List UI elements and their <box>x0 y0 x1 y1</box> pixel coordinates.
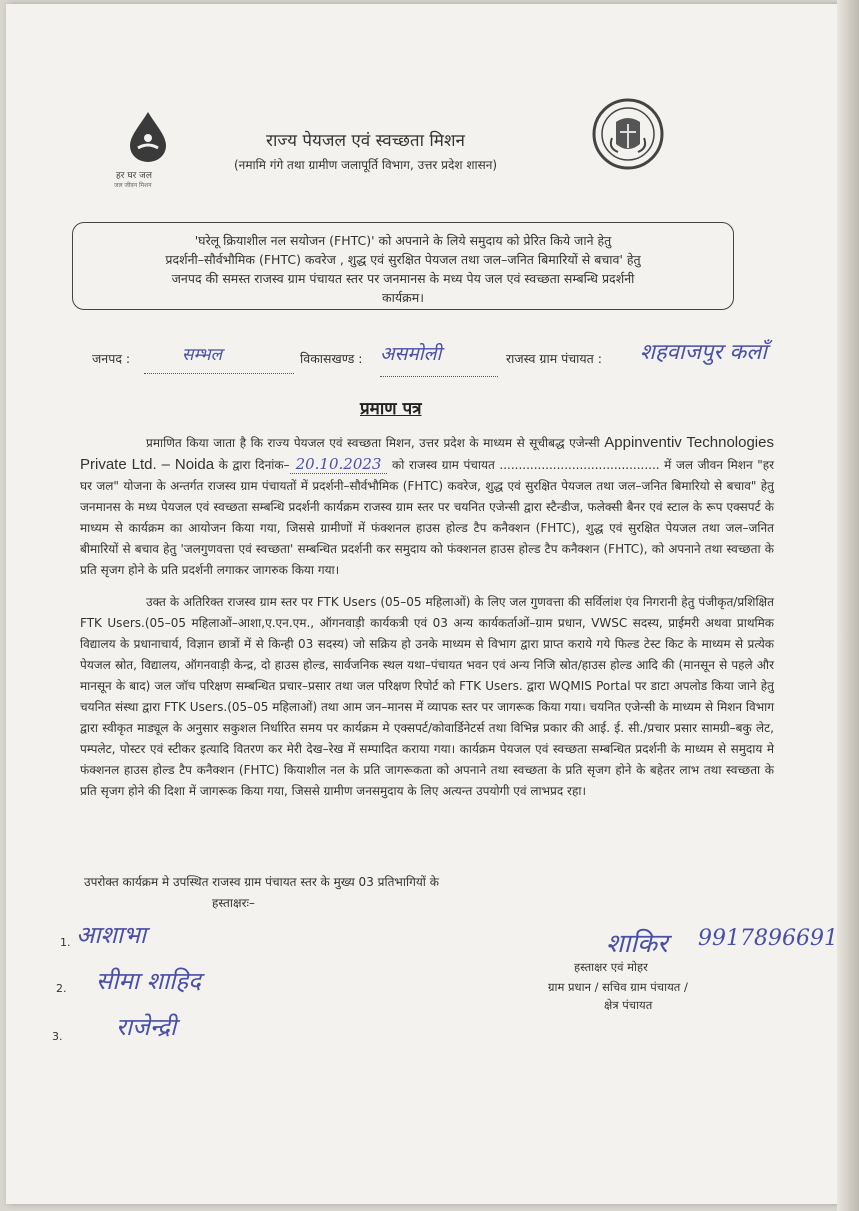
header-subtitle: (नमामि गंगे तथा ग्रामीण जलापूर्ति विभाग, उत्तर प्रदेश शासन) <box>234 158 498 172</box>
paragraph-3 <box>84 872 778 914</box>
certificate-title: प्रमाण पत्र <box>360 399 422 419</box>
signatory-2-signature: सीमा शाहिद <box>96 967 201 995</box>
vikas-value: असमोली <box>380 343 442 365</box>
paragraph-2: उक्त के अतिरिक्त राजस्व ग्राम स्तर पर FTK Users (05–05 महिलाओं) के लिए जल गुणवत्ता की सर्विलांश एंव निगरानी हेतु पंजीकृत/प्रशिक्षित FTK Users.(05–05 महिलाओं–आशा,ए.एन.एम., ऑगनवाड़ी कार्यकत्री एवं 03 अन्य कार्यकर्ताओं–ग्राम प्रधान, VWSC सदस्य, प्राईमरी अथवा प्राथमिक विद्यालय के प्रधानाचार्य, विज्ञान छात्रों में से किन्ही 03 सदस्य) जो सक्रिय हो उनके माध्यम से विभाग द्वारा प्राप्त कराये गये फिल्ड टेस्ट किट के माध्यम से प्रत्येक पेयजल स्रोत, विद्यालय, ऑगनवाड़ी केन्द्र, दो हाउस होल्ड, सार्वजनिक स्थल यथा–पंचायत भवन एवं अन्य निजि स्रोत/हाउस होल्ड आदि की (मानसून से पहले और मानसून के बाद) जल जॉच परिक्षण सम्बन्धित प्रचार–प्रसार तथा जल परिक्षण रिपोर्ट को FTK Users. द्वारा WQMIS Portal पर डाटा अपलोड किया जाने हेतु चयनित संस्था द्वारा FTK Users.(05–05 महिलाओं) तथा आम जन–मानस में व्यापक स्तर पर जागरूक किया गया। चयनित एजेन्सी के माध्यम से मिशन विभाग द्वारा स्वीकृत माड्यूल के अनुसार सकुशल निर्धारित समय पर कार्यक्रम मे एक्सपर्ट/कोवार्डिनेटर्स तथा विभिन्न प्रकार की आई. ई. सी./प्रचार प्रसार सामग्री–बकु लेट, पम्पलेट, पोस्टर एवं स्टीकर इत्यादि वितरण कर मेरी देख–रेख में सम्पादित कराया गया। कार्यक्रम पेयजल एवं स्वच्छता सम्बन्धित प्रदर्शनी के माध्यम से समुदाय मे फंक्शनल हाउस होल्ड टैप कनैक्शन (FHTC) कियाशील नल के प्रति जागरूकता को अपनाने तथा स्वच्छता के प्रति सृजग होने के बहेतर लाभ तथा स्वच्छता के प्रति सृजग होने की दिशा में जागरूक किया गया, जिससे ग्रामीण जनसमुदाय के लिए अत्यन्त उपयोगी एवं लाभप्रद रहा। <box>80 595 774 798</box>
logo-left-text-1: हर घर जल <box>116 171 152 181</box>
box-line-2: प्रदर्शनी–सौर्वभौमिक (FHTC) कवरेज , शुद्ध एवं सुरक्षित पेयजल तथा जल–जनित बिमारियों से बचाव' हेतु <box>165 252 641 267</box>
program-description-box <box>72 222 734 310</box>
signatory-3-number: 3. <box>52 1030 63 1043</box>
para1-body: को राजस्व ग्राम पंचायत .......................................... में जल जीवन मिशन "हर घर जल" योजना के अन्तर्गत राजस्व ग्राम पंचायतों में प्रदर्शनी–सौर्वभौमिक (FHTC) कवरेज, शुद्ध एवं सुरक्षित पेयजल तथा जल–जनित बिमारियो से बचाव" हेतु जनमानस के मध्य पेयजल एवं स्वच्छता सम्बन्धि प्रदर्शनी कार्यक्रम राजस्व ग्राम स्तर पर चयनित एजेन्सी द्वारा स्टैन्डीज, फलेक्सी बैनर एवं स्टाल के रूप एक्सपर्ट के माध्यम से कार्यक्रम का आयोजन किया गया, जिससे ग्रामीणों में फंक्शनल हाउस होल्ड टैप कनैक्शन (FHTC), शुद्ध एवं सुरक्षित पेयजल तथा जल–जनित बीमारियों से बचाव हेतु 'जलगुणवत्ता एवं स्वच्छता' सम्बन्धित प्रदर्शनी कर समुदाय को फंक्शनल हाउस होल्ड टैप कनैक्शन (FHTC), को अपनाने तथा स्वच्छता के प्रति सृजग होने के प्रति प्रदर्शनी लगाकर जागरुक किया गया। <box>80 458 775 577</box>
box-line-3: जनपद की समस्त राजस्व ग्राम पंचायत स्तर पर जनमानस के मध्य पेय जल एवं स्वच्छता सम्बन्धि प्रदर्शनी <box>171 271 635 286</box>
logo-left-text-2: जल जीवन मिशन <box>114 182 152 189</box>
signatory-role-line-2: क्षेत्र पंचायत <box>604 998 653 1012</box>
box-line-4: कार्यक्रम। <box>382 290 424 305</box>
janpad-value: सम्भल <box>182 345 223 365</box>
para3-line-2: हस्ताक्षरः– <box>212 896 255 910</box>
signatory-role-line-1: ग्राम प्रधान / सचिव ग्राम पंचायत / <box>548 980 688 994</box>
signatory-1-number: 1. <box>60 936 71 949</box>
para3-line-1: उपरोक्त कार्यक्रम मे उपस्थित राजस्व ग्राम पंचायत स्तर के मुख्य 03 प्रतिभागियों के <box>84 875 439 889</box>
agency-name: Appinventiv Technologies Private Ltd. – Noida <box>80 434 774 473</box>
pradhan-phone: 9917896691 <box>698 926 838 951</box>
signature-seal-label: हस्ताक्षर एवं मोहर <box>574 960 648 974</box>
gram-label: राजस्व ग्राम पंचायत : <box>506 351 602 366</box>
janpad-field <box>144 345 294 374</box>
vikas-field <box>380 343 498 377</box>
signatory-3-signature: राजेन्द्री <box>116 1013 177 1041</box>
header-title: राज्य पेयजल एवं स्वच्छता मिशन <box>266 131 465 151</box>
gram-field <box>640 340 790 380</box>
janpad-label: जनपद : <box>92 351 131 366</box>
signatory-1-signature: आशाभा <box>76 921 147 949</box>
para1-date-label: के द्वारा दिनांक– <box>214 458 290 472</box>
paragraph-1 <box>80 432 774 581</box>
page-edge <box>837 0 859 1211</box>
har-ghar-jal-logo <box>108 108 186 188</box>
pradhan-signature: शाकिर <box>606 929 668 959</box>
program-date: 20.10.2023 <box>290 455 388 474</box>
gram-value: शहवाजपुर कलाँ <box>640 340 767 365</box>
box-line-1: 'घरेलू क्रियाशील नल सयोजन (FHTC)' को अपनाने के लिये समुदाय को प्रेरित किये जाने हेतु <box>194 233 612 248</box>
up-government-emblem <box>588 92 668 182</box>
water-drop-icon <box>108 108 186 164</box>
vikas-label: विकासखण्ड : <box>300 351 363 366</box>
signatory-2-number: 2. <box>56 982 67 995</box>
para1-intro: प्रमाणित किया जाता है कि राज्य पेयजल एवं स्वच्छता मिशन, उत्तर प्रदेश के माध्यम से सूचीबद्ध एजेन्सी <box>146 436 600 450</box>
